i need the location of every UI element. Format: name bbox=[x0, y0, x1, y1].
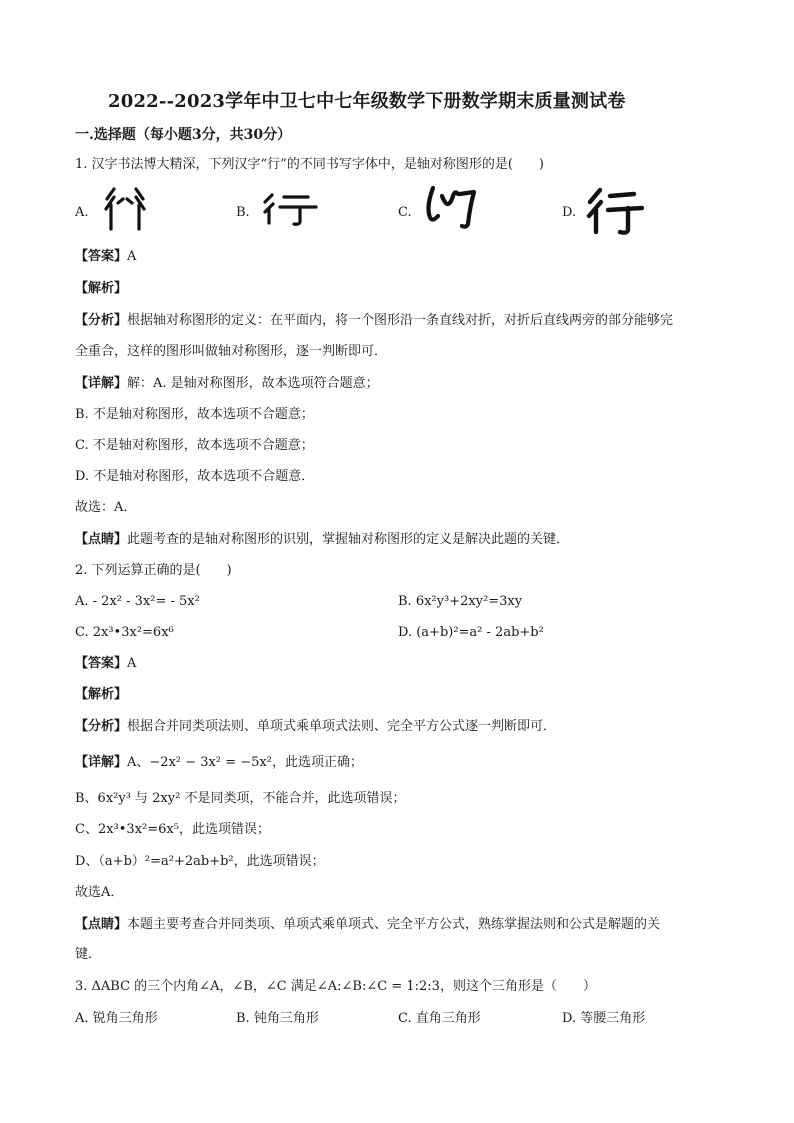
q1-answer-tag: 【答案】 bbox=[75, 249, 128, 264]
q1-choose: 故选：A． bbox=[75, 500, 137, 515]
q2-xiangjie-line-1 bbox=[75, 754, 363, 772]
q2-xiangjie-tag: 【详解】 bbox=[75, 755, 128, 770]
q1-dianjing-text: 此题考查的是轴对称图形的识别，掌握轴对称图形的定义是解决此题的关键． bbox=[127, 532, 570, 547]
q2-option-b: B. 6x²y³+2xy²=3xy bbox=[398, 594, 523, 609]
q2-dianjing-line-2: 键． bbox=[75, 947, 102, 962]
q1-option-d-label: D. bbox=[562, 205, 577, 220]
clerical-script-xing-glyph bbox=[262, 190, 318, 228]
q2-xiangjie-text-1: A、−2x² − 3x² = −5x²，此选项正确； bbox=[127, 755, 363, 770]
q1-dianjing-tag: 【点睛】 bbox=[75, 532, 128, 547]
q1-line-b: B. 不是轴对称图形，故本选项不合题意； bbox=[75, 407, 314, 422]
q2-fenxi bbox=[75, 718, 556, 736]
q1-fenxi-line-1 bbox=[75, 312, 673, 330]
q1-xiangjie-tag: 【详解】 bbox=[75, 376, 128, 391]
q2-dianjing-tag: 【点睛】 bbox=[75, 917, 128, 932]
q2-stem: 2. 下列运算正确的是( ) bbox=[75, 563, 232, 578]
q1-option-b-label: B. bbox=[236, 205, 250, 220]
regular-script-xing-glyph bbox=[586, 186, 644, 236]
q1-dianjing bbox=[75, 531, 569, 549]
q3-option-b: B. 钝角三角形 bbox=[236, 1011, 319, 1026]
q2-fenxi-tag: 【分析】 bbox=[75, 719, 128, 734]
q1-fenxi-line-2: 全重合，这样的图形叫做轴对称图形，逐一判断即可． bbox=[75, 344, 388, 359]
q3-option-a: A. 锐角三角形 bbox=[75, 1011, 158, 1026]
section-heading: 一.选择题（每小题3分，共30分） bbox=[75, 127, 292, 143]
q1-fenxi-tag: 【分析】 bbox=[75, 313, 128, 328]
q3-option-d: D. 等腰三角形 bbox=[562, 1011, 646, 1026]
page-title: 2022--2023学年中卫七中七年级数学下册数学期末质量测试卷 bbox=[108, 91, 626, 112]
q1-answer bbox=[75, 248, 136, 266]
q1-fenxi-text-1: 根据轴对称图形的定义：在平面内，将一个图形沿一条直线对折，对折后直线两旁的部分能够完 bbox=[127, 313, 674, 328]
q3-option-c: C. 直角三角形 bbox=[398, 1011, 481, 1026]
q2-fenxi-text: 根据合并同类项法则、单项式乘单项式法则、完全平方公式逐一判断即可． bbox=[127, 719, 557, 734]
q3-stem: 3. ΔABC 的三个内角∠A，∠B，∠C 满足∠A:∠B:∠C = 1:2:3，则这个三角形是（ ） bbox=[75, 979, 596, 994]
q2-dianjing-text-1: 本题主要考查合并同类项、单项式乘单项式、完全平方公式，熟练掌握法则和公式是解题的关 bbox=[127, 917, 661, 932]
q1-xiangjie-text-1: 解：A. 是轴对称图形，故本选项符合题意； bbox=[127, 376, 379, 391]
q2-choose: 故选A． bbox=[75, 885, 124, 900]
seal-script-xing-glyph bbox=[100, 185, 150, 233]
q2-dianjing-line-1 bbox=[75, 916, 660, 934]
q2-option-d: D. (a+b)²=a² - 2ab+b² bbox=[398, 625, 544, 640]
q2-answer-value: A bbox=[127, 656, 137, 671]
q2-option-a: A. - 2x² - 3x²= - 5x² bbox=[75, 594, 200, 609]
q2-option-c: C. 2x³•3x²=6x⁶ bbox=[75, 625, 174, 640]
q1-option-c-label: C. bbox=[398, 205, 412, 220]
q2-answer-tag: 【答案】 bbox=[75, 656, 128, 671]
cursive-script-xing-glyph bbox=[422, 184, 480, 232]
q1-option-a-label: A. bbox=[75, 205, 89, 220]
q2-line-c: C、2x³•3x²=6x⁵，此选项错误； bbox=[75, 822, 270, 837]
q1-xiangjie-line-1 bbox=[75, 375, 379, 393]
q2-line-b: B、6x²y³ 与 2xy² 不是同类项，不能合并，此选项错误； bbox=[75, 791, 406, 806]
q2-analysis-tag: 【解析】 bbox=[75, 687, 128, 702]
q2-answer bbox=[75, 655, 136, 673]
q1-answer-value: A bbox=[127, 249, 137, 264]
q2-line-d: D、（a+b）²=a²+2ab+b²，此选项错误； bbox=[75, 854, 325, 869]
q1-analysis-tag: 【解析】 bbox=[75, 281, 128, 296]
q1-line-c: C. 不是轴对称图形，故本选项不合题意； bbox=[75, 438, 314, 453]
q1-stem: 1. 汉字书法博大精深，下列汉字“行”的不同书写字体中，是轴对称图形的是( ) bbox=[75, 157, 544, 172]
q1-line-d: D. 不是轴对称图形，故本选项不合题意． bbox=[75, 469, 315, 484]
